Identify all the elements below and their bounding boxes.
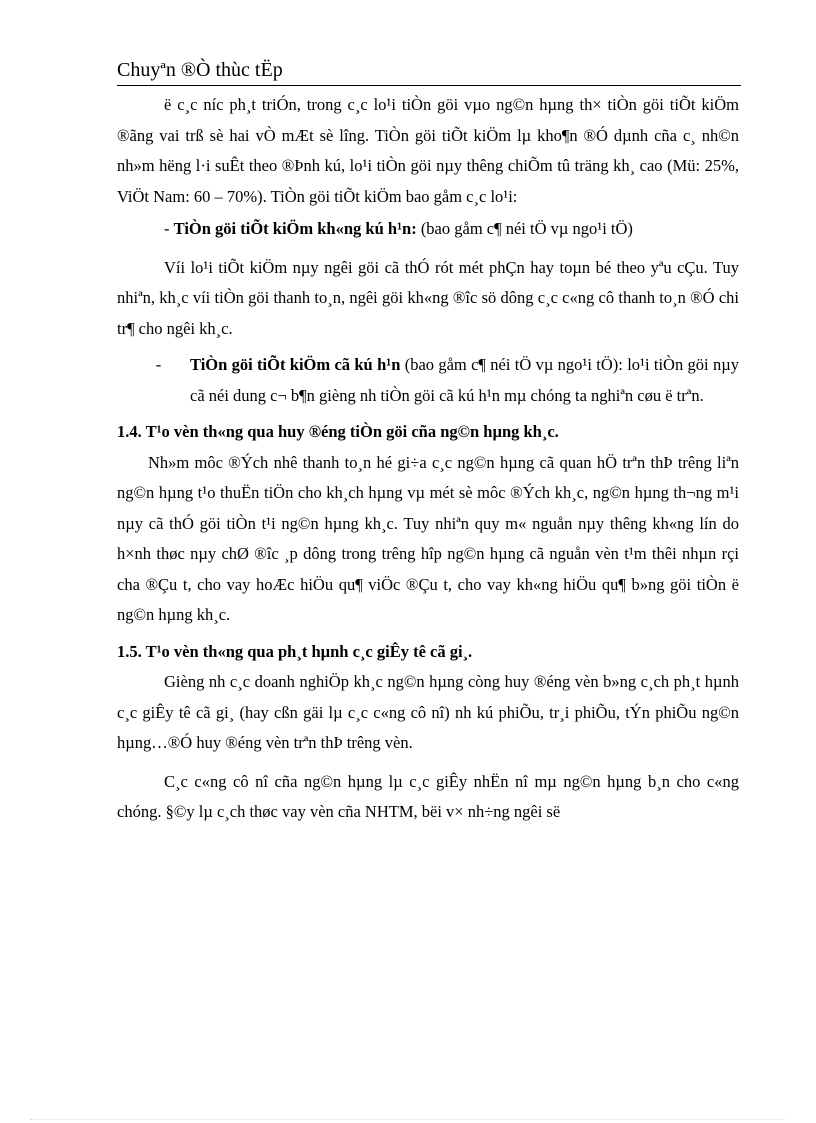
dash-item-non-term: - TiÒn göi tiÕt kiÖm kh«ng kú h¹n: (bao gåm c¶ néi tÖ vµ ngo¹i tÖ): [164, 219, 633, 238]
bullet-marker: -: [155, 355, 162, 374]
section-heading-1-5: 1.5. T¹o vèn th«ng qua ph¸t hµnh c¸c giÊy tê cã gi¸.: [117, 641, 473, 661]
header-title: Chuyªn ®Ò thùc tËp: [117, 59, 283, 81]
page-header: [117, 54, 741, 86]
paragraph-intro: ë c¸c níc ph¸t triÓn, trong c¸c lo¹i tiÒn göi vµo ng©n hµng th× tiÒn göi tiÕt kiÖm ®ãng vai trß sè hai vÒ mÆt sè lîng. TiÒn göi tiÕt kiÖm lµ kho¶n ®Ó dµnh cña c¸ nh©n nh»m hëng l·i suÊt theo ®Þnh kú, lo¹i tiÒn göi nµy thêng chiÕm tû träng kh¸ cao (Mü: 25%, ViÖt Nam: 60 – 70%). TiÒn göi tiÕt kiÖm bao gåm c¸c lo¹i:: [117, 95, 739, 206]
paragraph-non-term-detail: Víi lo¹i tiÕt kiÖm nµy ngêi göi cã thÓ rót mét phÇn hay toµn bé theo yªu cÇu. Tuy nhiªn, kh¸c víi tiÒn göi thanh to¸n, ngêi göi kh«ng ®îc sö dông c¸c c«ng cô thanh to¸n ®Ó chi tr¶ cho ngêi kh¸c.: [117, 257, 739, 338]
document-body: [117, 90, 739, 828]
paragraph-valuable-papers: Gièng nh c¸c doanh nghiÖp kh¸c ng©n hµng còng huy ®éng vèn b»ng c¸ch ph¸t hµnh c¸c giÊy tê cã gi¸ (hay cßn gäi lµ c¸c c«ng cô nî) nh kú phiÕu, tr¸i phiÕu, tÝn phiÕu ng©n hµng…®Ó huy ®éng vèn trªn thÞ trêng vèn.: [117, 672, 739, 752]
dash-item-bold: TiÒn göi tiÕt kiÖm kh«ng kú h¹n:: [173, 219, 417, 238]
dash-item-rest: (bao gåm c¶ néi tÖ vµ ngo¹i tÖ): [416, 219, 633, 238]
bullet-text: [190, 350, 739, 411]
bullet-bold: TiÒn göi tiÕt kiÖm cã kú h¹n: [190, 355, 401, 374]
paragraph-debt-instruments: C¸c c«ng cô nî cña ng©n hµng lµ c¸c giÊy nhËn nî mµ ng©n hµng b¸n cho c«ng chóng. §©y lµ c¸ch thøc vay vèn cña NHTM, bëi v× nh÷ng ngêi së: [117, 771, 739, 821]
bullet-item-term: [117, 350, 739, 411]
page-bottom-divider: [30, 1119, 786, 1120]
paragraph-interbank: Nh»m môc ®Ých nhê thanh to¸n hé gi÷a c¸c ng©n hµng cã quan hÖ trªn thÞ trêng liªn ng©n hµng t¹o thuËn tiÖn cho kh¸ch hµng vµ mét sè môc ®Ých kh¸c, ng©n hµng th¬ng m¹i nµy cã thÓ göi tiÒn t¹i ng©n hµng kh¸c. Tuy nhiªn quy m« nguån nµy thêng kh«ng lín do h×nh thøc nµy chØ ®îc ¸p dông trong trêng hîp ng©n hµng cã nguån vèn t¹m thêi nhµn rçi cha ®Çu t, cho vay hoÆc hiÖu qu¶ viÖc ®Çu t, cho vay kh«ng hiÖu qu¶ b»ng göi tiÒn ë ng©n hµng kh¸c.: [117, 452, 739, 624]
section-heading-1-4: 1.4. T¹o vèn th«ng qua huy ®éng tiÒn göi cña ng©n hµng kh¸c.: [117, 422, 559, 441]
bullet-rest: (bao gåm c¶ néi tÖ vµ ngo¹i tÖ): lo¹i tiÒn göi nµy cã néi dung c¬ b¶n gièng nh tiÒn göi cã kú h¹n mµ chóng ta nghiªn cøu ë trªn.: [190, 355, 739, 405]
